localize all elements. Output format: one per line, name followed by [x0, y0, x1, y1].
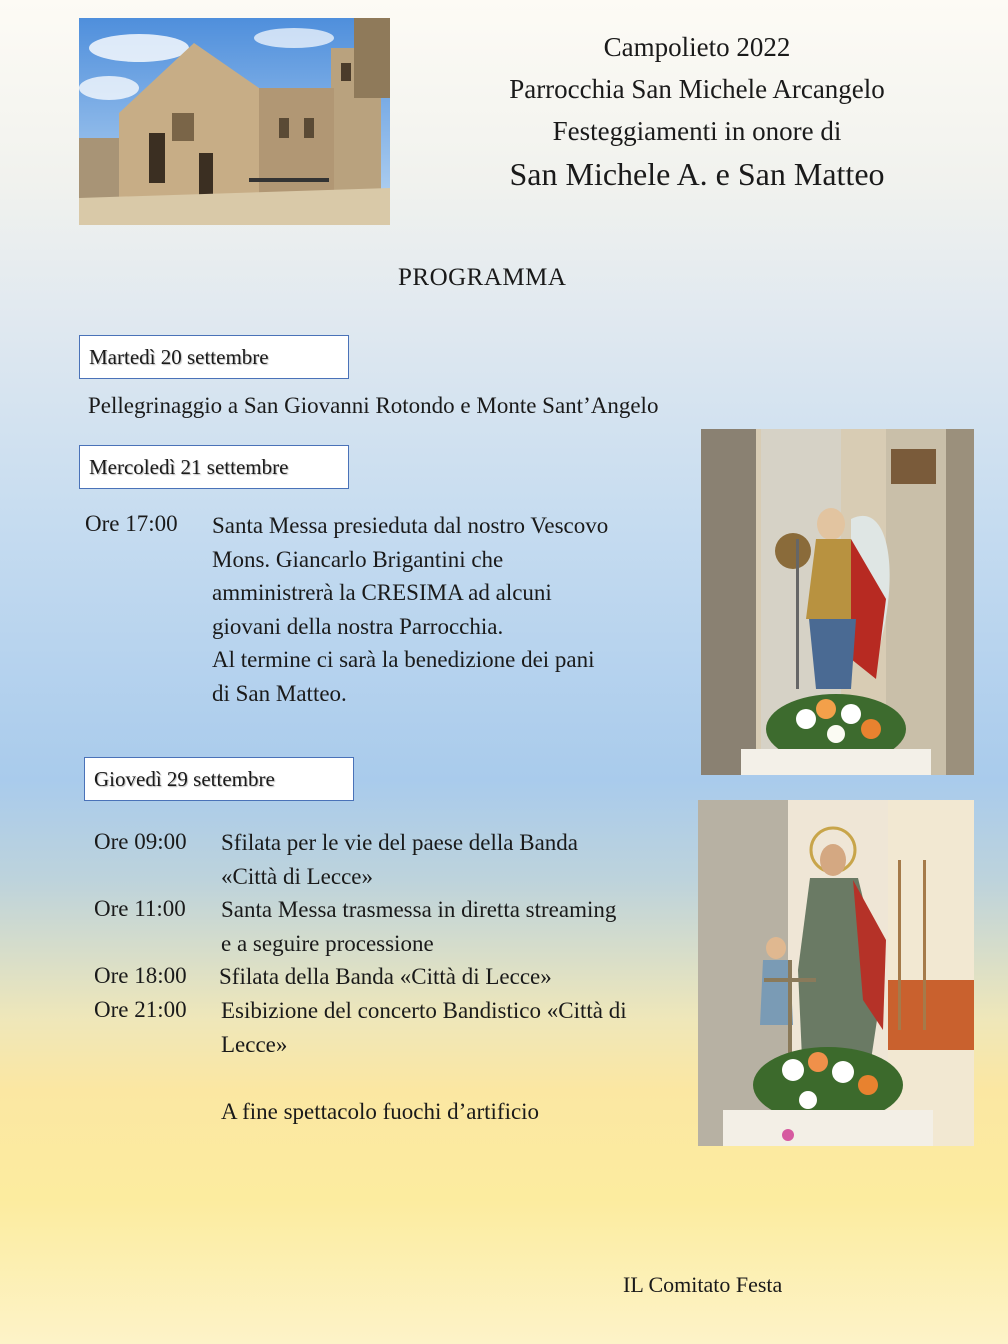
event-line: Mons. Giancarlo Brigantini che: [212, 546, 504, 572]
header-parish: Parrocchia San Michele Arcangelo: [509, 74, 885, 104]
event-time: Ore 18:00: [94, 963, 187, 988]
header-festivities: Festeggiamenti in onore di: [552, 116, 842, 146]
header-town: Campolieto 2022: [603, 32, 791, 62]
event-description: [221, 994, 627, 1061]
event-line: «Città di Lecce»: [221, 863, 373, 889]
event-description: [212, 509, 608, 711]
event-line: giovani della nostra Parrocchia.: [212, 613, 504, 639]
event-description: [221, 826, 578, 893]
programma-title: PROGRAMMA: [398, 264, 567, 291]
header-saints: San Michele A. e San Matteo: [509, 156, 885, 192]
event-line: Santa Messa presieduta dal nostro Vescovo: [212, 513, 609, 538]
san-matteo-statue-photo: [698, 800, 974, 1146]
event-description: [221, 893, 616, 960]
event-time: Ore 09:00: [94, 829, 187, 854]
event-line: amministrerà la CRESIMA ad alcuni: [212, 580, 552, 606]
event-line: Santa Messa trasmessa in diretta streaming: [221, 897, 617, 922]
event-line: e a seguire processione: [221, 930, 434, 956]
event-time: Ore 21:00: [94, 997, 187, 1022]
event-time: Ore 17:00: [85, 511, 178, 536]
day-label-29-sept: Giovedì 29 settembre: [84, 757, 354, 801]
church-photo: [79, 18, 390, 225]
event-line: Sfilata della Banda «Città di Lecce»: [219, 964, 552, 989]
header: [430, 26, 964, 196]
event-line: Lecce»: [221, 1031, 288, 1057]
event-line: Sfilata per le vie del paese della Banda: [221, 830, 578, 855]
signature: IL Comitato Festa: [623, 1272, 783, 1297]
day-label-20-sept: Martedì 20 settembre: [79, 335, 349, 379]
event-line: Esibizione del concerto Bandistico «Città di: [221, 998, 627, 1023]
day-label-21-sept: Mercoledì 21 settembre: [79, 445, 349, 489]
event-time: Ore 11:00: [94, 896, 186, 921]
san-michele-statue-photo: [701, 429, 974, 775]
fireworks-text: A fine spettacolo fuochi d’artificio: [221, 1099, 540, 1124]
event-line: Al termine ci sarà la benedizione dei pani: [212, 647, 595, 673]
event-line: di San Matteo.: [212, 680, 347, 706]
pilgrimage-text: Pellegrinaggio a San Giovanni Rotondo e Monte Sant’Angelo: [88, 393, 659, 418]
event-description: [219, 960, 552, 994]
